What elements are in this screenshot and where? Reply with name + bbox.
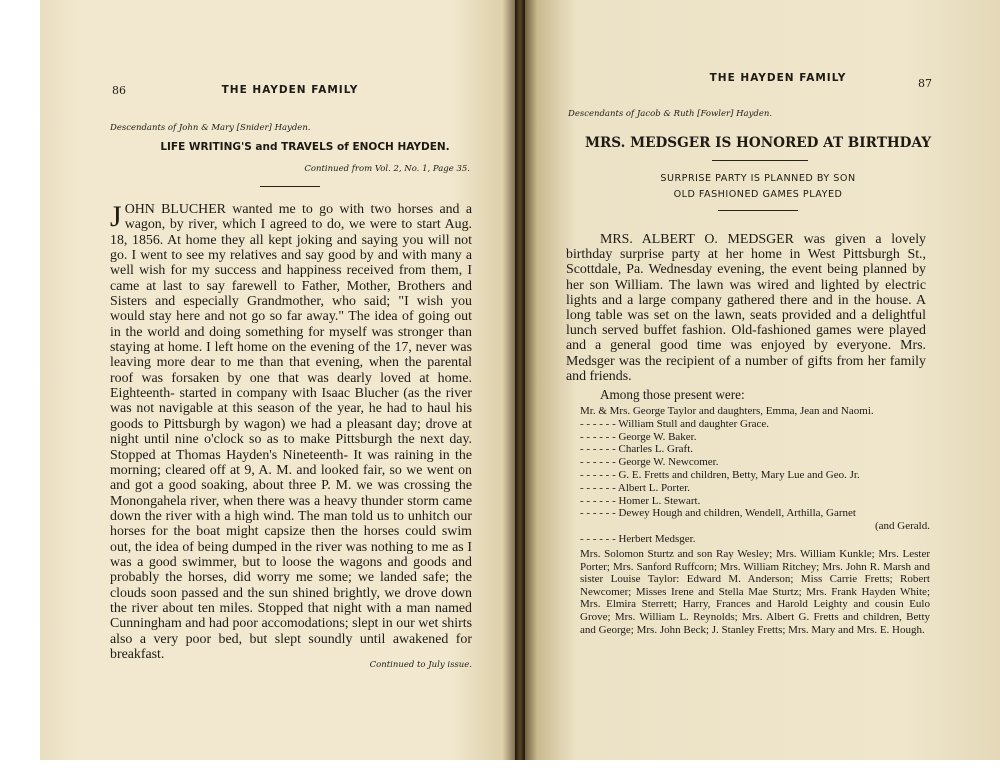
page-number: 86 xyxy=(112,84,126,97)
attendee-line: - - - - - - Homer L. Stewart. xyxy=(580,494,701,507)
others-present: Mrs. Solomon Sturtz and son Ray Wesley; Mrs. William Kunkle; Mrs. Lester Porter; Mrs. Sanford Ruffcorn; Mrs. William Ritchey; Mrs. John R. Marsh and sister Louise Taylor: Edward M. Anderson; Miss Carrie Fretts; Robert Newcomer; Misses Irene and Stella Mae Sturtz; Mrs. Frank Hayden White; Mrs. Elmira Sterrett; Harry, Frances and Harold Leighty and cousin Eulo Grove; Mrs. William L. Reynolds; Mrs. Albert G. Fretts and children, Betty and George; Mrs. John Beck; J. Stanley Fretts; Mrs. Mary and Mrs. E. Hough. xyxy=(580,548,930,636)
among-heading: Among those present were: xyxy=(600,387,745,402)
article-title: LIFE WRITING'S and TRAVELS of ENOCH HAYDEN. xyxy=(160,141,450,153)
divider xyxy=(712,160,808,161)
attendee-line: Mr. & Mrs. George Taylor and daughters, Emma, Jean and Naomi. xyxy=(580,405,874,417)
article-body xyxy=(110,202,472,662)
article-title: MRS. MEDSGER IS HONORED AT BIRTHDAY xyxy=(584,135,932,151)
descendants-line: Descendants of Jacob & Ruth [Fowler] Hayden. xyxy=(568,109,773,119)
subtitle-1: SURPRISE PARTY IS PLANNED BY SON xyxy=(660,173,856,184)
attendee-list xyxy=(580,405,930,546)
attendee-line: - - - - - - George W. Newcomer. xyxy=(580,456,719,469)
continued-to: Continued to July issue. xyxy=(369,660,472,670)
descendants-line: Descendants of John & Mary [Snider] Hayden. xyxy=(110,123,311,133)
attendee-line: - - - - - - Dewey Hough and children, Wendell, Arthilla, Garnet xyxy=(580,507,856,520)
book-gutter xyxy=(515,0,525,760)
drop-cap: J xyxy=(110,200,122,233)
attendee-line: - - - - - - G. E. Fretts and children, Betty, Mary Lue and Geo. Jr. xyxy=(580,468,860,481)
attendee-line: - - - - - - Charles L. Graft. xyxy=(580,443,694,456)
attendee-line: - - - - - - William Stull and daughter Grace. xyxy=(580,417,770,430)
right-page xyxy=(518,0,1000,760)
divider xyxy=(260,186,320,187)
left-page xyxy=(40,0,522,760)
article-body: MRS. ALBERT O. MEDSGER was given a lovely birthday surprise party at her home in West Pittsburgh St., Scottdale, Pa. Wednesday evening, the event being planned by her son William. The lawn was wired and lighted by electric lights and a large company gathered there and in the house. A long table was set on the lawn, seats provided and a delightful lunch served buffet fashion. Old-fashioned games were played and a general good time was enjoyed by everyone. Mrs. Medsger was the recipient of a number of gifts from her family and friends. xyxy=(566,232,926,384)
attendee-line: (and Gerald. xyxy=(875,520,930,533)
attendee-line: - - - - - - Herbert Medsger. xyxy=(580,532,696,545)
page-number: 87 xyxy=(918,77,932,90)
subtitle-2: OLD FASHIONED GAMES PLAYED xyxy=(673,189,843,200)
attendee-line: - - - - - - Albert L. Porter. xyxy=(580,481,690,494)
continued-from: Continued from Vol. 2, No. 1, Page 35. xyxy=(304,164,470,174)
running-head: THE HAYDEN FAMILY xyxy=(709,72,847,84)
attendee-line: - - - - - - George W. Baker. xyxy=(580,430,697,443)
body-text: OHN BLUCHER wanted me to go with two horses and a wagon, by river, which I agreed to do, we were to start Aug. 18, 1856. At home they all kept joking and saying you will not go. I went to see my relatives and say good by and with many a well wish for my success and happiness received from them, I came at last to say farewell to Father, Mother, Brothers and Sisters and especially Grandmother, who said; "I wish you would stay here and not go so far away." The idea of going out in the world and doing something for myself was stronger than staying at home. I left home on the evening of the 17, never was leaving more dear to me than that evening, when the parental roof was forsaken by one that was dearly loved at home. Eighteenth- started in company with Isaac Blucher (as the river was not navigable at this season of the year, he had to haul his goods to Pittsburgh by wagon) we had a pleasant day; drove at night until nine o'clock so as to make Pittsburgh the next day. Stopped at Thomas Hayden's Nineteenth- It was raining in the morning; cleared off at 9, A. M. and looked fair, so we went on and got a good soaking, about three P. M. we was crossing the Monongahela river, when there was a heavy thunder storm came down the river with a high wind. The man told us to unhitch our horses for the boat might capsize then the horses could swim out, the idea of being dumped in the river was nothing to me as I was a good swimmer, but to loose the wagons and goods and probably the horses, did worry me some; we landed safe; the clouds soon passed and the sun shined brightly, we drove down the river about ten miles. Stopped that night with a man named Cunningham and had poor accomodations; slept in our wet shirts also a very poor bed, but slept soundly until awakened for breakfast. xyxy=(110,202,472,662)
running-head: THE HAYDEN FAMILY xyxy=(221,84,359,96)
divider xyxy=(718,210,798,211)
